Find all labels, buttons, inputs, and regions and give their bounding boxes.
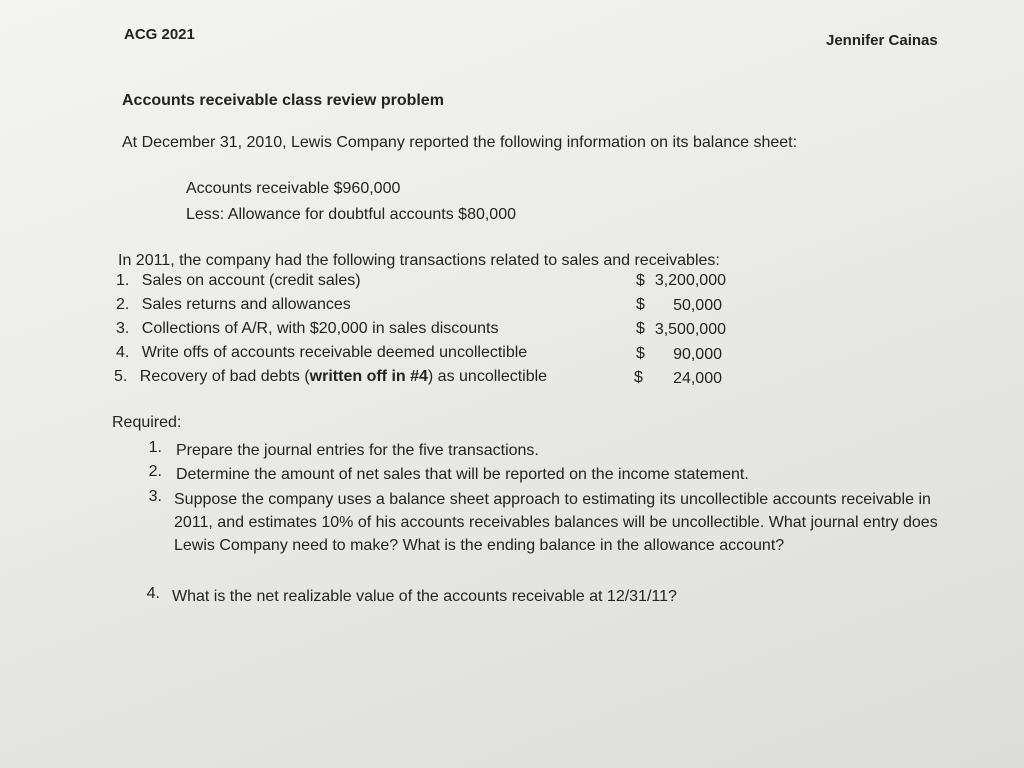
transaction-number: 3. [116, 320, 130, 337]
transaction-dollar: $ [636, 272, 645, 289]
transaction-dollar: $ [636, 320, 645, 337]
author-name: Jennifer Cainas [826, 32, 938, 49]
transaction-dollar: $ [636, 345, 645, 362]
transaction-amount: 50,000 [673, 297, 722, 314]
required-label: Required: [112, 414, 182, 431]
required-item-number: 3. [148, 488, 162, 505]
transaction-row [116, 296, 351, 314]
transaction-label-pre: Recovery of bad debts ( [139, 368, 310, 385]
course-code: ACG 2021 [124, 26, 195, 43]
transaction-row [116, 272, 361, 290]
required-item-text: Prepare the journal entries for the five transactions. [176, 442, 539, 459]
transaction-label-bold: written off in #4 [309, 368, 428, 385]
transaction-row [114, 368, 547, 386]
required-item-number: 1. [148, 439, 162, 456]
transaction-amount: 90,000 [673, 346, 722, 363]
document-title: Accounts receivable class review problem [122, 92, 444, 109]
transaction-number: 2. [116, 296, 130, 313]
transaction-label: Write offs of accounts receivable deemed uncollectible [141, 344, 528, 361]
balance-ar-line: Accounts receivable $960,000 [186, 180, 401, 197]
transaction-label: Collections of A/R, with $20,000 in sales discounts [141, 320, 499, 337]
balance-allowance-line: Less: Allowance for doubtful accounts $80,000 [186, 206, 516, 223]
transactions-intro: In 2011, the company had the following transactions related to sales and receivables: [118, 252, 720, 269]
transaction-row [116, 344, 527, 362]
transaction-label: Sales on account (credit sales) [141, 272, 361, 289]
transaction-dollar: $ [634, 369, 643, 386]
transaction-number: 4. [116, 344, 130, 361]
transaction-dollar: $ [636, 296, 645, 313]
required-item-text: Suppose the company uses a balance sheet approach to estimating its uncollectible accounts receivable in 2011, and estimates 10% of his accounts receivables balances will be uncollectible. What journal entry does Lewis Company need to make? What is the ending balance in the allowance account? [174, 491, 938, 554]
required-item-text: What is the net realizable value of the accounts receivable at 12/31/11? [172, 588, 677, 605]
transaction-amount: 3,200,000 [654, 272, 726, 289]
required-item-number: 2. [148, 463, 162, 480]
intro-text: At December 31, 2010, Lewis Company reported the following information on its balance sheet: [122, 134, 798, 151]
transaction-label-post: ) as uncollectible [427, 368, 548, 385]
required-item-text: Determine the amount of net sales that will be reported on the income statement. [176, 466, 749, 483]
transaction-amount: 24,000 [673, 370, 722, 387]
transaction-number: 1. [116, 272, 130, 289]
required-item-number: 4. [146, 585, 160, 602]
transaction-amount: 3,500,000 [654, 321, 726, 338]
transaction-label: Sales returns and allowances [141, 296, 351, 313]
transaction-row [116, 320, 498, 338]
transaction-number: 5. [114, 368, 128, 385]
